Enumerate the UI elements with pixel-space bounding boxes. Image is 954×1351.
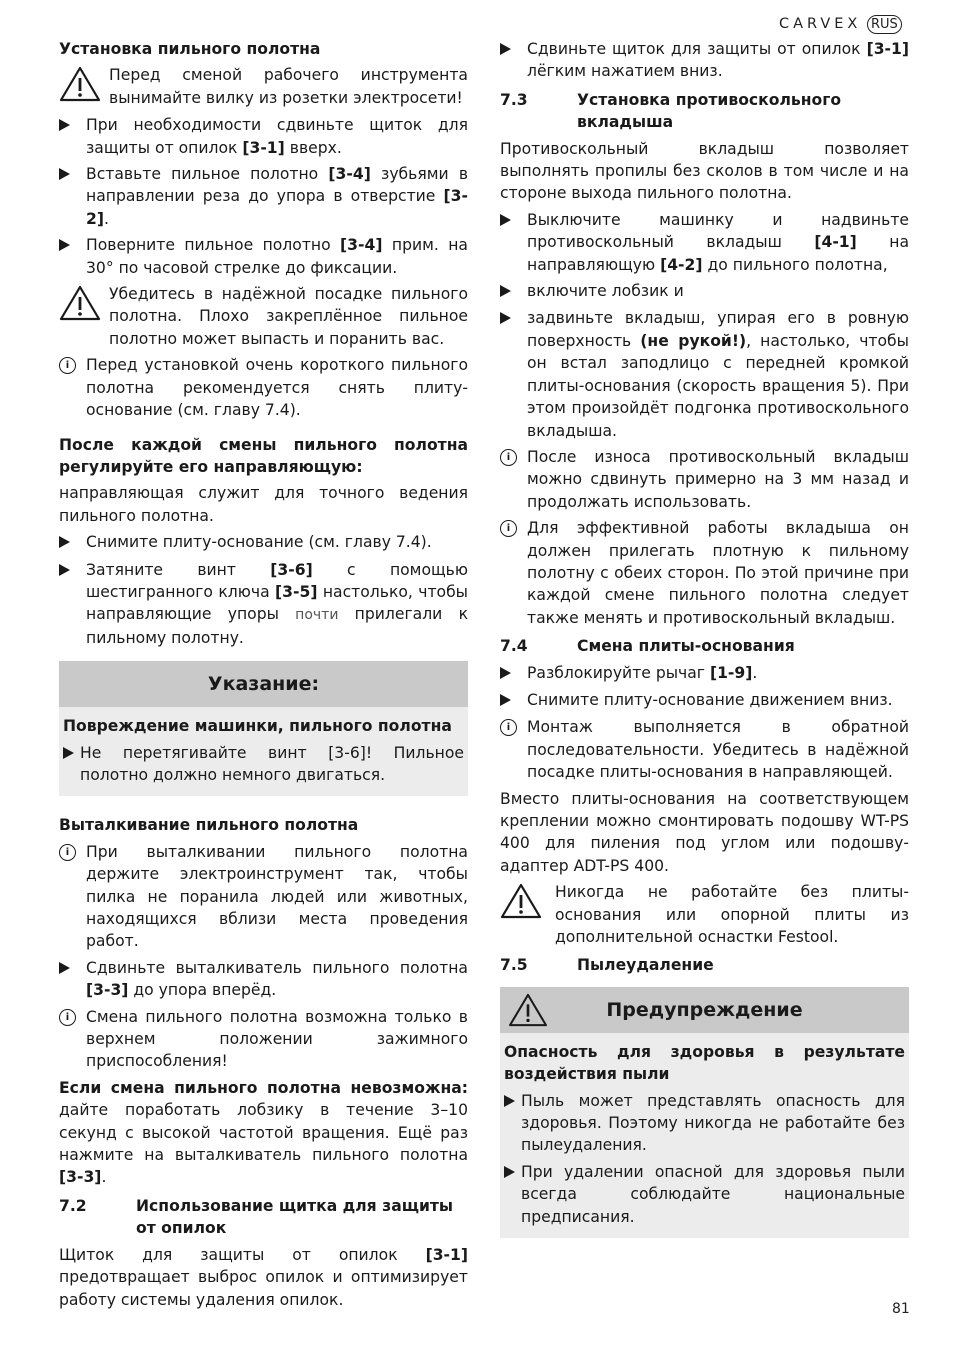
language-badge: RUS <box>867 15 902 34</box>
bullet-arrow-icon <box>504 1095 515 1107</box>
list-item: задвиньте вкладыш, упирая его в ровную поверхность (не рукой!), настолько, чтобы он встал заподлицо с передней кромкой плиты-основания (скорость вращения 5). При этом произойдёт подгонка противоскольного вкладыша. <box>500 307 909 441</box>
section-heading-7-2: 7.2 Использование щитка для защиты от опилок <box>59 1196 454 1238</box>
bullet-arrow-icon <box>59 536 70 548</box>
info-note: i При выталкивании пильного полотна держите электроинструмент так, чтобы пилка не поранила людей или животных, находящихся вблизи места проведения работ. <box>59 841 468 953</box>
bullet-arrow-icon <box>59 119 70 131</box>
section-heading-7-5: 7.5 Пылеудаление <box>500 956 714 975</box>
warning-triangle-icon <box>59 64 109 109</box>
warning-box <box>500 987 909 1238</box>
bullet-arrow-icon <box>500 667 511 679</box>
info-note: i После износа противоскольный вкладыш можно сдвинуть примерно на 3 мм назад и продолжать использовать. <box>500 446 909 513</box>
warning-box-title: Опасность для здоровья в результате воздействия пыли <box>504 1042 905 1084</box>
brand-logo: CARVEX <box>779 16 862 32</box>
list-item: Разблокируйте рычаг [1-9]. <box>500 662 909 685</box>
section-title-guide-adjust: После каждой смены пильного полотна регулируйте его направляющую: <box>59 435 468 476</box>
note-box-title: Повреждение машинки, пильного полотна <box>63 717 452 736</box>
bullet-arrow-icon <box>63 747 74 759</box>
list-item: Выключите машинку и надвиньте противоскольный вкладыш [4-1] на направляющую [4-2] до пильного полотна, <box>500 209 909 276</box>
list-item: включите лобзик и <box>500 280 909 303</box>
bullet-arrow-icon <box>500 285 511 297</box>
list-item: При необходимости сдвиньте щиток для защиты от опилок [3-1] вверх. <box>59 114 468 159</box>
info-note: i Перед установкой очень короткого пильного полотна рекомендуется снять плиту-основание (см. главу 7.4). <box>59 354 468 421</box>
section-heading-7-3: 7.3 Установка противоскольного вкладыша <box>500 90 842 132</box>
section-title-blade-install: Установка пильного полотна <box>59 40 321 58</box>
info-icon: i <box>59 357 76 374</box>
list-item: При удалении опасной для здоровья пыли всегда соблюдайте национальные предписания. <box>504 1161 905 1228</box>
right-column: Сдвиньте щиток для защиты от опилок [3-1] лёгким нажатием вниз. 7.3 Установка противоскольного вкладыша Противоскольный вкладыш позволяет выполнять пропилы без сколов в том числе и на стороне выхода пильного полотна. Выключите машинку и надвиньте противоскольный вкладыш [4-1] на направляющую [4-2] до пильного полотна, включите лобзик и задвиньте вкладыш, упирая его в ровную поверхность (не рукой!), настолько, чтобы он встал заподлицо с передней кромкой плиты-основания (скорость вращения 5). При этом произойдёт подгонка противоскольного вкладыша. i После износа противоскольный вкладыш можно сдвинуть примерно на 3 мм назад и продолжать использовать. i Для эффективной работы вкладыша он должен прилегать плотную к пильному полотну с обеих сторон. По этой причине при каждой смене пильного полотна следует также менять и противоскольный вкладыш. 7.4 Смена плиты-основания Разблокируйте рычаг [1-9]. Снимите плиту-основание движением вниз. i Монтаж выполняется в обратной последовательности. Убедитесь в надёжной посадке плиты-основания в направляющей. Вместо плиты-основания на соответствующем креплении можно смонтировать подошву WT-PS 400 для пиления под углом или подошву-адаптер ADT-PS 400. Никогда не работайте без плиты-основания или опорной плиты из дополнительной оснастки Festool. 7.5 Пылеудаление Предупреждение Опасность для здоровья в результате воздействия пыли Пыль может представлять опасность для здоровья. Поэтому никогда не работайте без пылеудаления. При удалении опасной для здоровья пыли всегда соблюдайте национальные предписания. <box>500 38 909 1238</box>
list-item: Вставьте пильное полотно [3-4] зубьями в направлении реза до упора в отверстие [3-2]. <box>59 163 468 230</box>
left-column: Установка пильного полотна Перед сменой рабочего инструмента вынимайте вилку из розетки электросети! При необходимости сдвиньте щиток для защиты от опилок [3-1] вверх. Вставьте пильное полотно [3-4] зубьями в направлении реза до упора в отверстие [3-2]. Поверните пильное полотно [3-4] прим. на 30° по часовой стрелке до фиксации. Убедитесь в надёжной посадке пильного полотна. Плохо закреплённое пильное полотно может выпасть и поранить вас. i Перед установкой очень короткого пильного полотна рекомендуется снять плиту-основание (см. главу 7.4). После каждой смены пильного полотна регулируйте его направляющую: направляющая служит для точного ведения пильного полотна. Снимите плиту-основание (см. главу 7.4). Затяните винт [3-6] с помощью шестигранного ключа [3-5] настолько, чтобы направляющие упоры почти прилегали к пильному полотну. Указание: Повреждение машинки, пильного полотна Не перетягивайте винт [3-6]! Пильное полотно должно немного двигаться. Выталкивание пильного полотна i При выталкивании пильного полотна держите электроинструмент так, чтобы пилка не поранила людей или животных, находящихся вблизи места проведения работ. Сдвиньте выталкиватель пильного полотна [3-3] до упора вперёд. i Смена пильного полотна возможна только в верхнем положении зажимного приспособления! Если смена пильного полотна невозможна: дайте поработать лобзику в течение 3–10 секунд с высокой частотой вращения. Ещё раз нажмите на выталкиватель пильного полотна [3-3]. 7.2 Использование щитка для защиты от опилок Щиток для защиты от опилок [3-1] предотвращает выброс опилок и оптимизирует работу системы удаления опилок. <box>59 40 469 1309</box>
warning-triangle-icon <box>59 283 109 350</box>
bullet-arrow-icon <box>500 312 511 324</box>
note-box-header: Указание: <box>59 661 468 707</box>
warning-box-header: Предупреждение <box>500 987 909 1033</box>
list-item: Поверните пильное полотно [3-4] прим. на 30° по часовой стрелке до фиксации. <box>59 234 468 279</box>
bullet-arrow-icon <box>500 43 511 55</box>
note-box <box>59 661 468 796</box>
bullet-arrow-icon <box>59 239 70 251</box>
bullet-arrow-icon <box>59 962 70 974</box>
warning-unplug: Перед сменой рабочего инструмента вынимайте вилку из розетки электросети! <box>59 64 468 109</box>
info-icon: i <box>59 844 76 861</box>
info-note: i Смена пильного полотна возможна только в верхнем положении зажимного приспособления! <box>59 1006 468 1073</box>
info-note: i Для эффективной работы вкладыша он должен прилегать плотную к пильному полотну с обеих сторон. По этой причине при каждой смене пильного полотна следует также менять и противоскольный вкладыш. <box>500 517 909 629</box>
list-item: Пыль может представлять опасность для здоровья. Поэтому никогда не работайте без пылеудаления. <box>504 1090 905 1157</box>
bullet-arrow-icon <box>500 214 511 226</box>
bullet-arrow-icon <box>59 564 70 576</box>
section-title-blade-eject: Выталкивание пильного полотна <box>59 816 359 835</box>
list-item: Сдвиньте выталкиватель пильного полотна [3-3] до упора вперёд. <box>59 957 468 1002</box>
info-icon: i <box>500 449 517 466</box>
warning-triangle-icon <box>508 993 548 1027</box>
info-icon: i <box>500 719 517 736</box>
info-icon: i <box>59 1009 76 1026</box>
info-icon: i <box>500 520 517 537</box>
list-item: Снимите плиту-основание движением вниз. <box>500 689 909 712</box>
list-item: Затяните винт [3-6] с помощью шестигранного ключа [3-5] настолько, чтобы направляющие упоры почти прилегали к пильному полотну. <box>59 559 468 650</box>
list-item: Сдвиньте щиток для защиты от опилок [3-1] лёгким нажатием вниз. <box>500 38 909 83</box>
bullet-arrow-icon <box>504 1166 515 1178</box>
warning-blade-seat: Убедитесь в надёжной посадке пильного полотна. Плохо закреплённое пильное полотно может выпасть и поранить вас. <box>59 283 468 350</box>
page-number: 81 <box>892 1301 910 1317</box>
list-item: Не перетягивайте винт [3-6]! Пильное полотно должно немного двигаться. <box>63 742 464 787</box>
list-item: Снимите плиту-основание (см. главу 7.4). <box>59 531 468 554</box>
section-heading-7-4: 7.4 Смена плиты-основания <box>500 637 795 656</box>
warning-baseplate: Никогда не работайте без плиты-основания или опорной плиты из дополнительной оснастки Festool. <box>500 881 909 948</box>
bullet-arrow-icon <box>500 694 511 706</box>
info-note: i Монтаж выполняется в обратной последовательности. Убедитесь в надёжной посадке плиты-основания в направляющей. <box>500 716 909 783</box>
bullet-arrow-icon <box>59 168 70 180</box>
warning-triangle-icon <box>500 881 555 948</box>
